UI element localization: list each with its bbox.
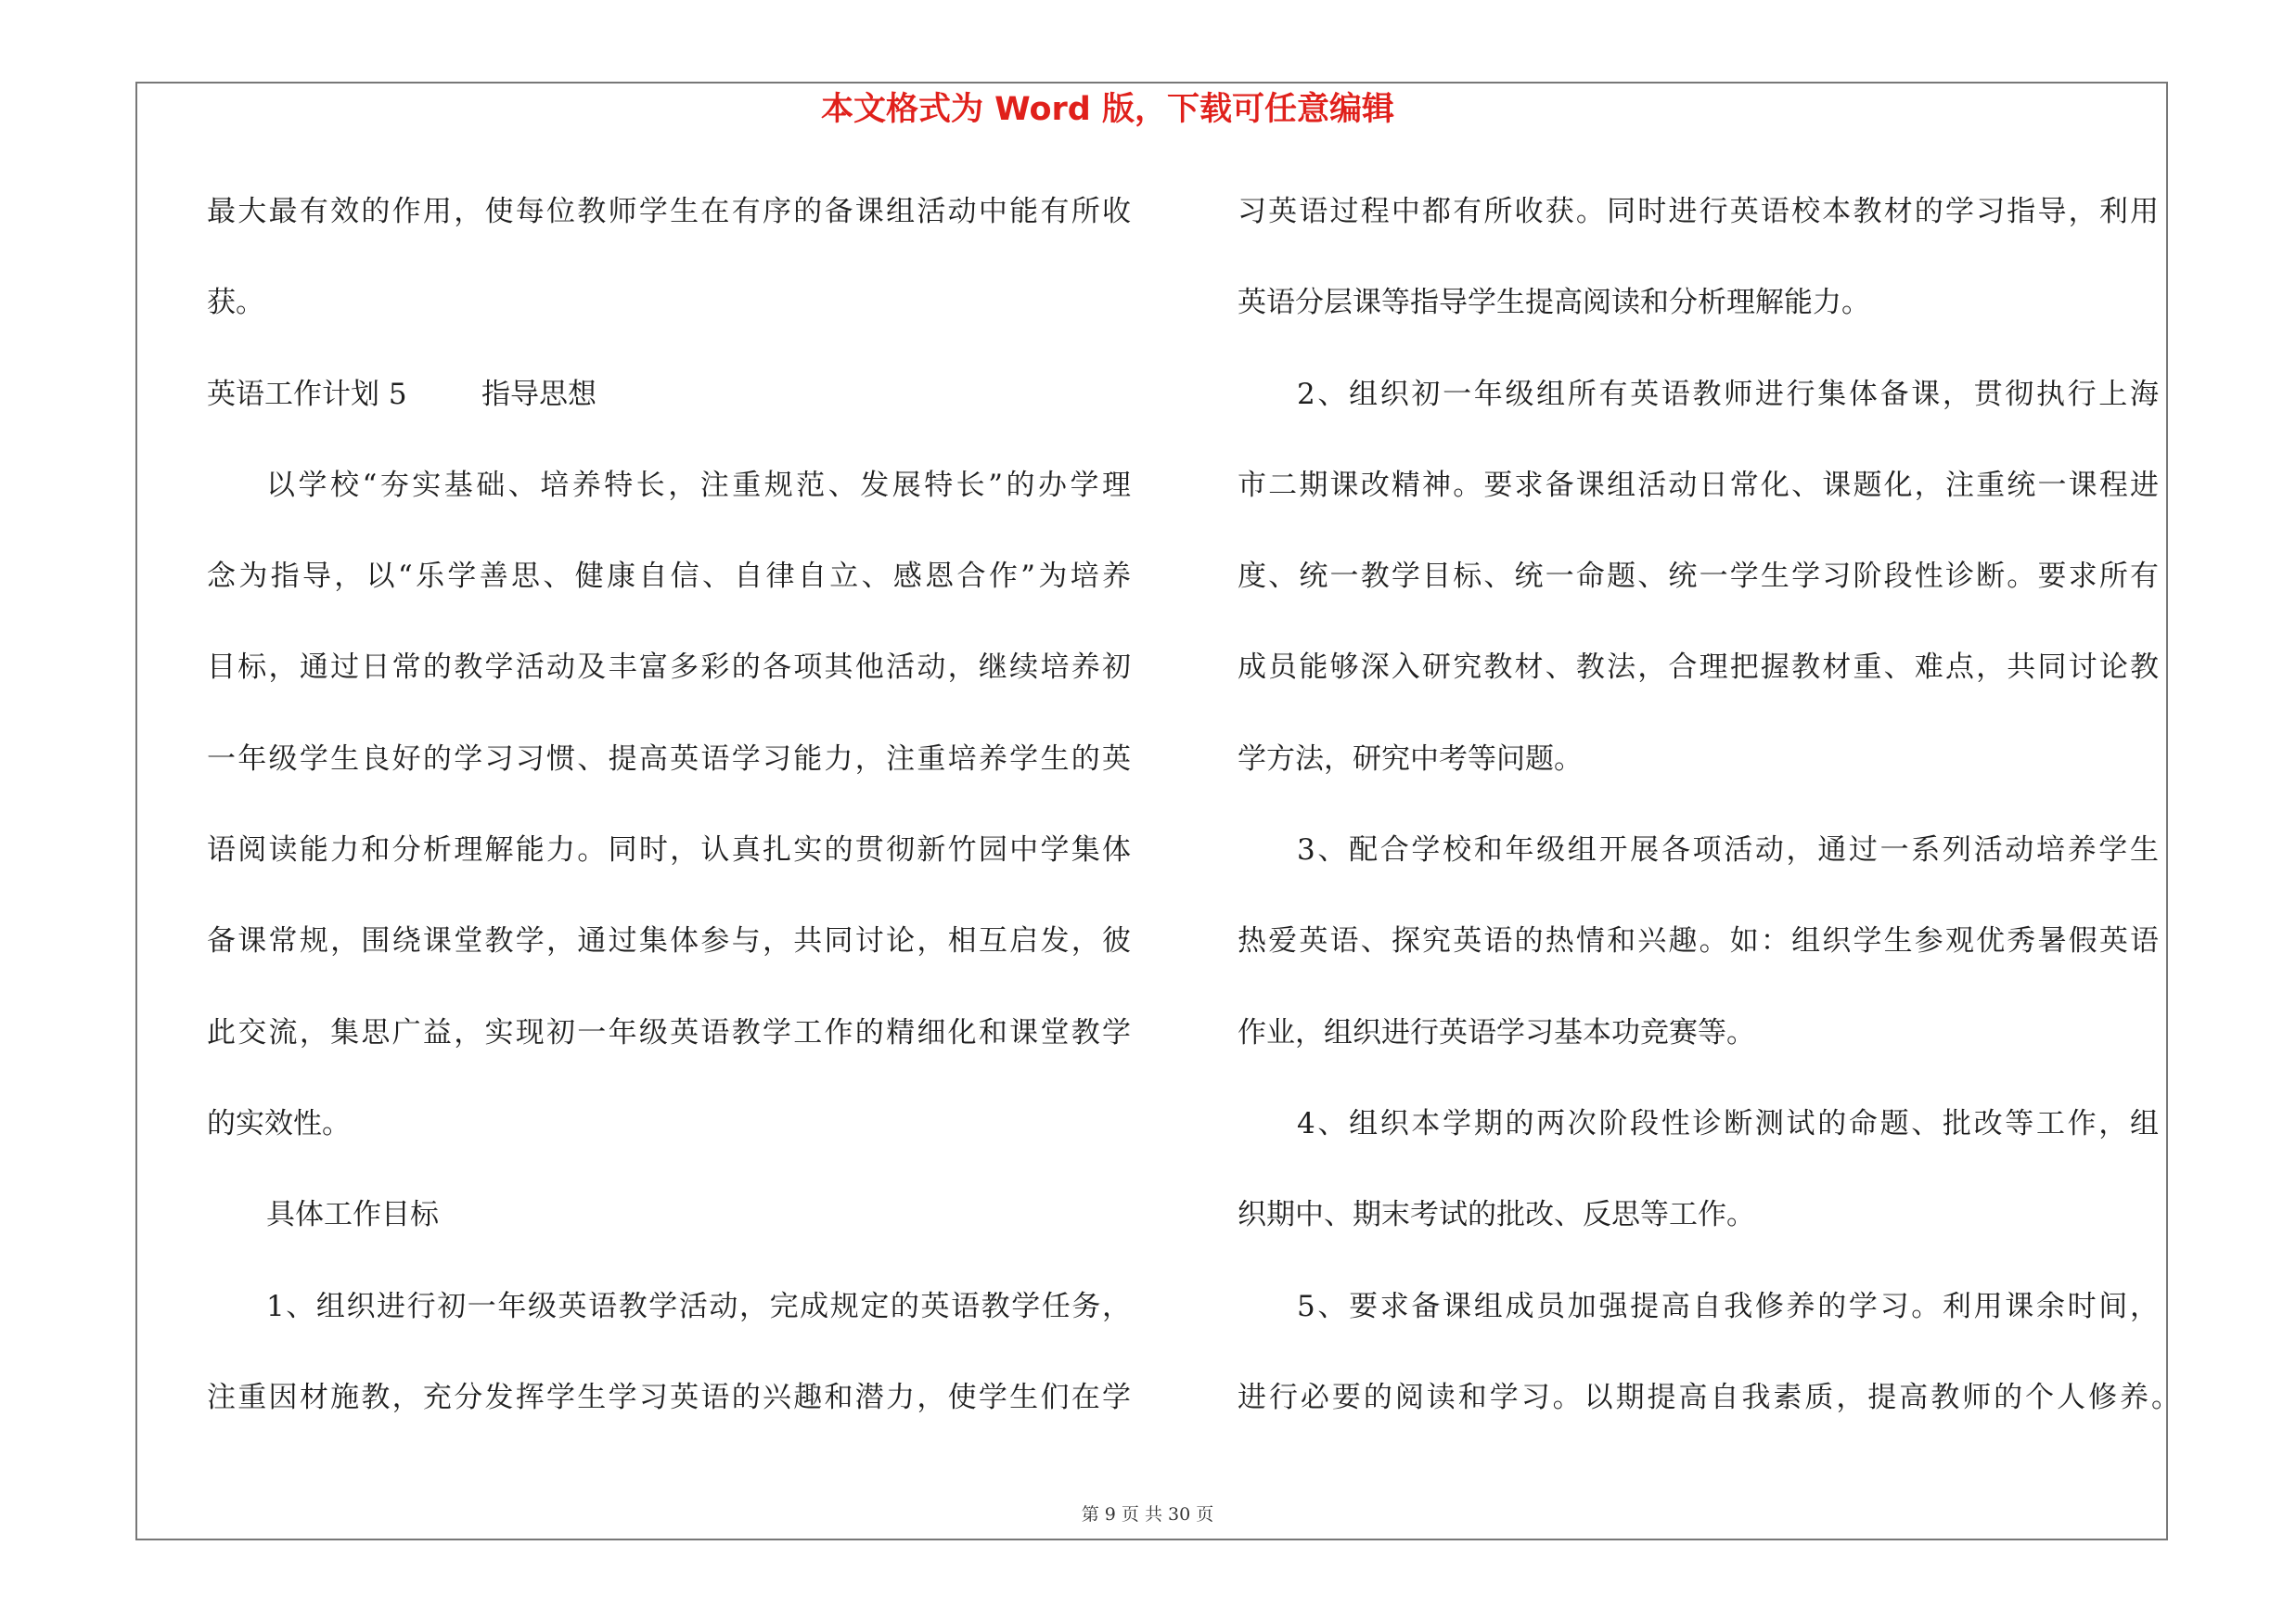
page-number: 第 9 页 共 30 页	[1081, 1504, 1214, 1525]
text-line: 织期中、期末考试的批改、反思等工作。	[1238, 1198, 1755, 1232]
text-line: 1、组织进行初一年级英语教学活动，完成规定的英语教学任务，	[266, 1289, 1131, 1323]
text-line: 念为指导，以“乐学善思、健康自信、自律自立、感恩合作”为培养	[207, 560, 1131, 594]
format-notice: 本文格式为 Word 版，下载可任意编辑	[820, 91, 1395, 128]
text-line: 进行必要的阅读和学习。以期提高自我素质，提高教师的个人修养。	[1238, 1380, 2180, 1414]
text-line: 习英语过程中都有所收获。同时进行英语校本教材的学习指导，利用	[1238, 195, 2159, 228]
text-line: 热爱英语、探究英语的热情和兴趣。如：组织学生参观优秀暑假英语	[1238, 924, 2159, 959]
text-line: 目标，通过日常的教学活动及丰富多彩的各项其他活动，继续培养初	[207, 650, 1131, 685]
text-line: 一年级学生良好的学习习惯、提高英语学习能力，注重培养学生的英	[207, 741, 1131, 776]
section-subtitle: 指导思想	[481, 377, 596, 411]
text-line: 4、组织本学期的两次阶段性诊断测试的命题、批改等工作，组	[1297, 1106, 2159, 1140]
text-line: 获。	[207, 286, 264, 320]
text-line: 备课常规，围绕课堂教学，通过集体参与，共同讨论，相互启发，彼	[207, 924, 1131, 959]
text-line: 以学校“夯实基础、培养特长，注重规范、发展特长”的办学理	[266, 468, 1131, 502]
text-line: 的实效性。	[207, 1106, 351, 1140]
text-line: 市二期课改精神。要求备课组活动日常化、课题化，注重统一课程进	[1238, 468, 2159, 502]
text-line: 度、统一教学目标、统一命题、统一学生学习阶段性诊断。要求所有	[1238, 560, 2159, 594]
text-line: 作业，组织进行英语学习基本功竞赛等。	[1238, 1015, 1755, 1050]
text-line: 成员能够深入研究教材、教法，合理把握教材重、难点，共同讨论教	[1238, 650, 2159, 685]
section-title: 英语工作计划 5	[207, 377, 407, 411]
goals-title: 具体工作目标	[266, 1198, 439, 1232]
text-line: 3、配合学校和年级组开展各项活动，通过一系列活动培养学生	[1297, 833, 2159, 868]
text-line: 此交流，集思广益，实现初一年级英语教学工作的精细化和课堂教学	[207, 1015, 1131, 1050]
text-line: 注重因材施教，充分发挥学生学习英语的兴趣和潜力，使学生们在学	[207, 1380, 1131, 1414]
text-line: 最大最有效的作用，使每位教师学生在有序的备课组活动中能有所收	[207, 195, 1131, 228]
right-column	[1238, 166, 2180, 1443]
text-line: 英语分层课等指导学生提高阅读和分析理解能力。	[1238, 286, 1870, 320]
left-column	[207, 166, 1131, 1443]
text-line: 语阅读能力和分析理解能力。同时，认真扎实的贯彻新竹园中学集体	[207, 833, 1131, 868]
section-heading	[207, 349, 1131, 440]
text-line: 5、要求备课组成员加强提高自我修养的学习。利用课余时间，	[1297, 1289, 2159, 1323]
text-line: 学方法，研究中考等问题。	[1238, 741, 1583, 776]
text-line: 2、组织初一年级组所有英语教师进行集体备课，贯彻执行上海	[1297, 377, 2159, 411]
